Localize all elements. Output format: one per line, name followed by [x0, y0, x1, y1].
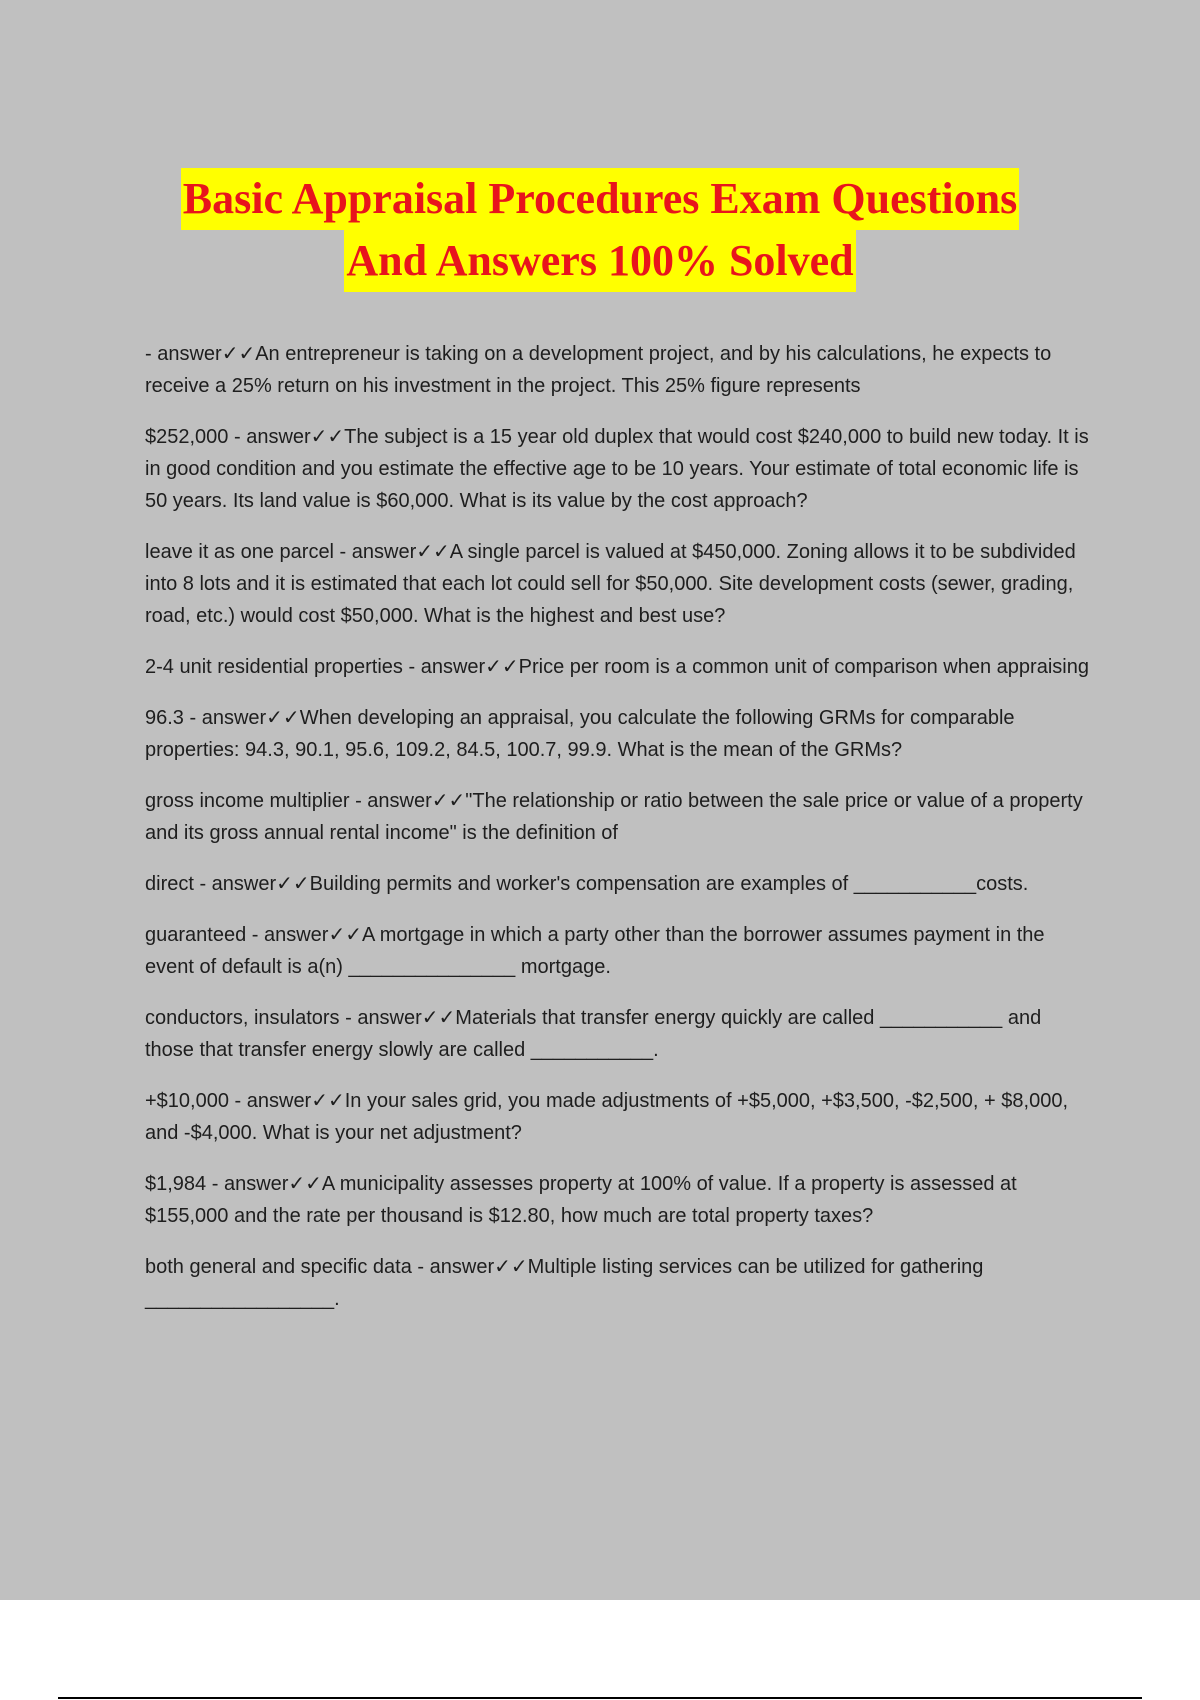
qa-list [145, 338, 1090, 1334]
bottom-divider [58, 1697, 1142, 1699]
qa-item: both general and specific data - answer✓✓Multiple listing services can be utilized for gathering _________________. [145, 1256, 984, 1310]
qa-item: 96.3 - answer✓✓When developing an appraisal, you calculate the following GRMs for comparable properties: 94.3, 90.1, 95.6, 109.2, 84.5, 100.7, 99.9. What is the mean of the GRMs? [145, 707, 1015, 761]
document-title [0, 168, 1200, 292]
qa-item: $1,984 - answer✓✓A municipality assesses property at 100% of value. If a property is assessed at $155,000 and the rate per thousand is $12.80, how much are total property taxes? [145, 1173, 1017, 1227]
title-line-1: Basic Appraisal Procedures Exam Questions [181, 168, 1019, 230]
qa-item: +$10,000 - answer✓✓In your sales grid, you made adjustments of +$5,000, +$3,500, -$2,500, + $8,000, and -$4,000. What is your net adjustment? [145, 1090, 1068, 1144]
qa-item: $252,000 - answer✓✓The subject is a 15 year old duplex that would cost $240,000 to build new today. It is in good condition and you estimate the effective age to be 10 years. Your estimate of total economic life is 50 years. Its land value is $60,000. What is its value by the cost approach? [145, 426, 1089, 512]
qa-item: guaranteed - answer✓✓A mortgage in which a party other than the borrower assumes payment in the event of default is a(n) _______________ mortgage. [145, 924, 1045, 978]
qa-item: gross income multiplier - answer✓✓"The relationship or ratio between the sale price or value of a property and its gross annual rental income" is the definition of [145, 790, 1083, 844]
title-line-2: And Answers 100% Solved [344, 230, 855, 292]
qa-item: leave it as one parcel - answer✓✓A single parcel is valued at $450,000. Zoning allows it to be subdivided into 8 lots and it is estimated that each lot could sell for $50,000. Site development costs (sewer, grading, road, etc.) would cost $50,000. What is the highest and best use? [145, 541, 1076, 627]
qa-item: conductors, insulators - answer✓✓Materials that transfer energy quickly are called ___________ and those that transfer energy slowly are called ___________. [145, 1007, 1042, 1061]
qa-item: direct - answer✓✓Building permits and worker's compensation are examples of ___________costs. [145, 873, 1029, 895]
qa-item: - answer✓✓An entrepreneur is taking on a development project, and by his calculations, he expects to receive a 25% return on his investment in the project. This 25% figure represents [145, 343, 1052, 397]
qa-item: 2-4 unit residential properties - answer✓✓Price per room is a common unit of comparison when appraising [145, 656, 1089, 678]
